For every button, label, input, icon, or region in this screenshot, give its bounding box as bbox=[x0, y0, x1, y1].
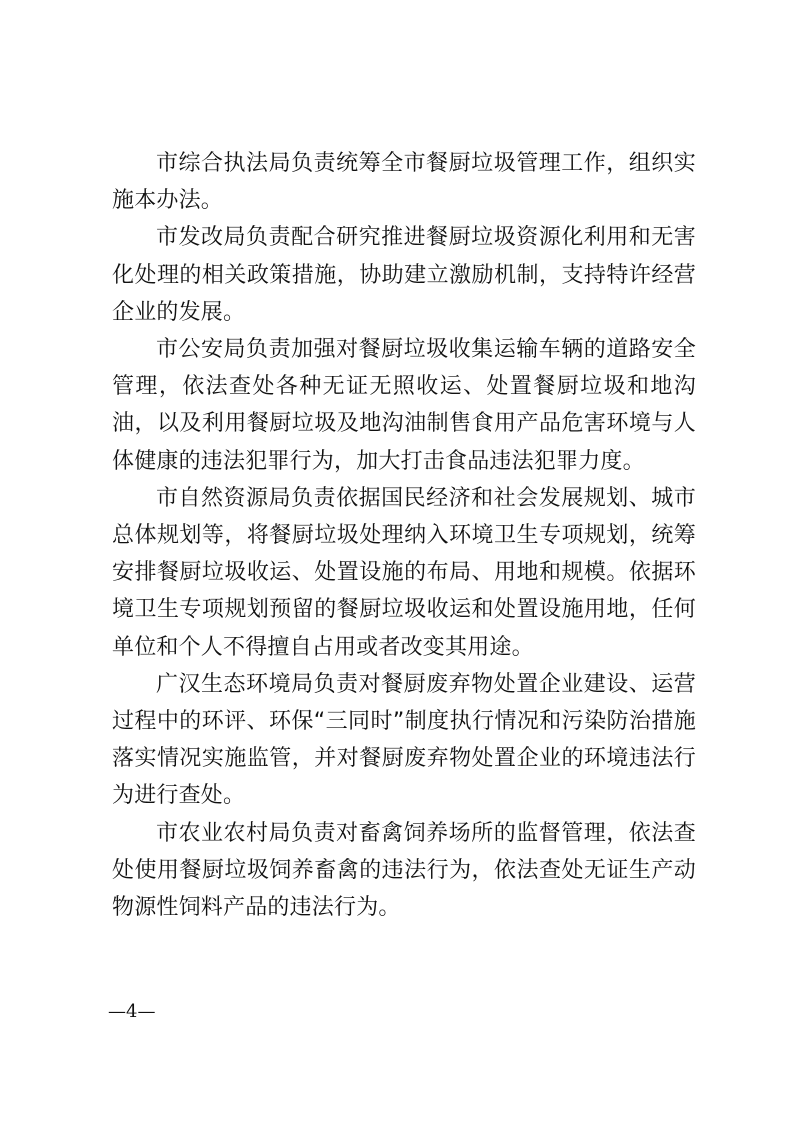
paragraph-natural-resources: 市自然资源局负责依据国民经济和社会发展规划、城市总体规划等，将餐厨垃圾处理纳入环境卫生专项规划，统筹安排餐厨垃圾收运、处置设施的布局、用地和规模。依据环境卫生专项规划预留的餐厨垃圾收运和处置设施用地，任何单位和个人不得擅自占用或者改变其用途。 bbox=[112, 485, 696, 660]
paragraph-agriculture-rural-affairs: 市农业农村局负责对畜禽饲养场所的监督管理，依法查处使用餐厨垃圾饲养畜禽的违法行为，依法查处无证生产动物源性饲料产品的违法行为。 bbox=[112, 820, 696, 921]
paragraph-public-security: 市公安局负责加强对餐厨垃圾收集运输车辆的道路安全管理，依法查处各种无证无照收运、处置餐厨垃圾和地沟油，以及利用餐厨垃圾及地沟油制售食用产品危害环境与人体健康的违法犯罪行为，加大打击食品违法犯罪力度。 bbox=[112, 337, 696, 474]
paragraph-ecological-environment: 广汉生态环境局负责对餐厨废弃物处置企业建设、运营过程中的环评、环保“三同时”制度执行情况和污染防治措施落实情况实施监管，并对餐厨废弃物处置企业的环境违法行为进行查处。 bbox=[112, 671, 696, 809]
document-body bbox=[112, 145, 696, 926]
paragraph-development-reform: 市发改局负责配合研究推进餐厨垃圾资源化利用和无害化处理的相关政策措施，协助建立激励机制，支持特许经营企业的发展。 bbox=[112, 225, 696, 325]
page-number: —4— bbox=[108, 1001, 156, 1022]
paragraph-comprehensive-law-enforcement: 市综合执法局负责统筹全市餐厨垃圾管理工作，组织实施本办法。 bbox=[112, 151, 696, 214]
